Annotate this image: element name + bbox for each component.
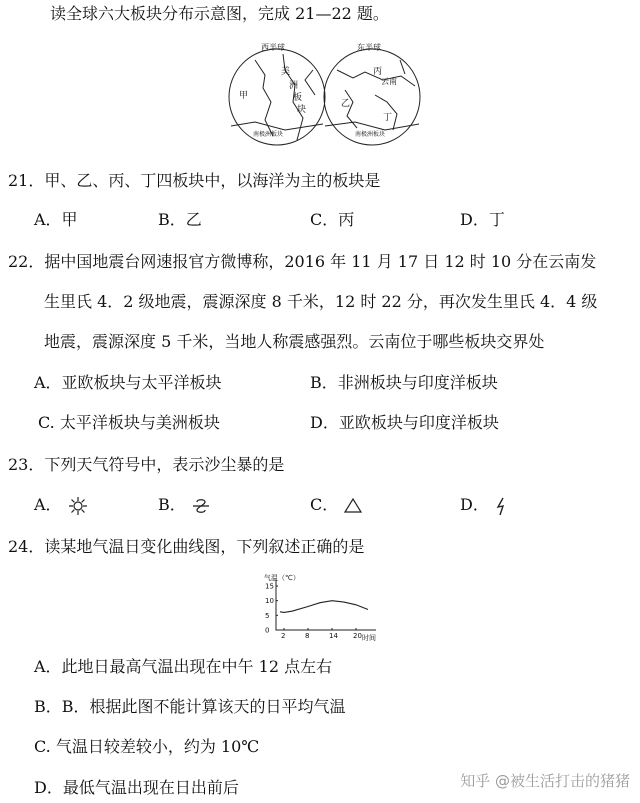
intro-text: 读全球六大板块分布示意图，完成 21—22 题。 [50,4,389,23]
q23-option-a [34,495,89,516]
plate-zhou: 洲 [289,81,299,91]
y-tick-label: 0 [265,626,270,635]
antarctic-label-west: 南极洲板块 [253,131,284,138]
q22-option-d: D．亚欧板块与印度洋板块 [310,413,499,432]
triangle-icon [343,496,363,516]
east-label: 东半球 [357,43,381,52]
x-tick-label: 20 [353,632,362,640]
q22-line-2: 生里氏 4．2 级地震，震源深度 8 千米，12 时 22 分，再次发生里氏 4．4 级 [44,292,598,311]
q23-option-a-label: A． [34,495,62,514]
q21-option-d: D．丁 [460,210,505,229]
x-tick-label: 8 [305,632,310,640]
x-tick-label: 2 [281,632,286,640]
q24-stem: 24．读某地气温日变化曲线图，下列叙述正确的是 [8,537,365,556]
y-tick-label: 10 [265,597,274,606]
plate-ding: 丁 [383,113,393,123]
sun-icon [67,496,89,516]
plate-ban: 板 [293,93,303,103]
label-yunnan: 云南 [381,77,397,86]
q23-option-d-label: D． [460,495,489,514]
west-label: 西半球 [261,43,285,52]
chart-ylabel: 气温（℃） [264,574,300,582]
antarctic-label-east: 南极洲板块 [355,131,386,138]
temperature-curve [280,601,368,613]
q23-option-d [460,495,508,516]
q23-option-c-label: C． [310,495,339,514]
q22-option-a: A．亚欧板块与太平洋板块 [34,373,222,392]
q21-stem: 21．甲、乙、丙、丁四板块中，以海洋为主的板块是 [8,171,381,190]
q23-option-b [158,495,211,516]
q21-option-a: A．甲 [34,210,78,229]
x-tick-label: 14 [329,632,338,640]
chart-axes [276,580,376,630]
plate-mei: 美 [281,67,291,77]
lightning-icon [494,496,508,516]
q22-line-3: 地震，震源深度 5 千米，当地人称震感强烈。云南位于哪些板块交界处 [44,332,545,351]
q21-option-c: C．丙 [310,210,355,229]
q24-option-a: A．此地日最高气温出现在中午 12 点左右 [34,657,333,676]
plate-jia: 甲 [239,91,249,101]
q23-option-c [310,495,363,516]
plate-map [225,40,425,152]
q22-option-b: B．非洲板块与印度洋板块 [310,373,498,392]
watermark: 知乎 @被生活打击的猪猪 [460,772,630,790]
y-tick-label: 15 [265,582,274,591]
q22-option-c: C. 太平洋板块与美洲板块 [38,413,220,432]
sandstorm-icon [191,496,211,516]
plate-bing: 丙 [373,67,383,77]
temperature-chart [258,570,388,642]
plate-yi: 乙 [341,99,351,109]
plate-kuai: 块 [297,105,307,115]
q24-option-c: C. 气温日较差较小，约为 10℃ [34,737,260,756]
y-tick-label: 5 [265,611,270,620]
q24-option-d: D．最低气温出现在日出前后 [34,778,239,797]
q22-line-1: 22．据中国地震台网速报官方微博称，2016 年 11 月 17 日 12 时 10 分在云南发 [8,252,597,271]
q24-option-b: B．B．根据此图不能计算该天的日平均气温 [34,697,346,716]
chart-xlabel: 时间 [362,634,376,642]
q23-stem: 23．下列天气符号中，表示沙尘暴的是 [8,455,285,474]
q23-option-b-label: B． [158,495,186,514]
q21-option-b: B．乙 [158,210,202,229]
